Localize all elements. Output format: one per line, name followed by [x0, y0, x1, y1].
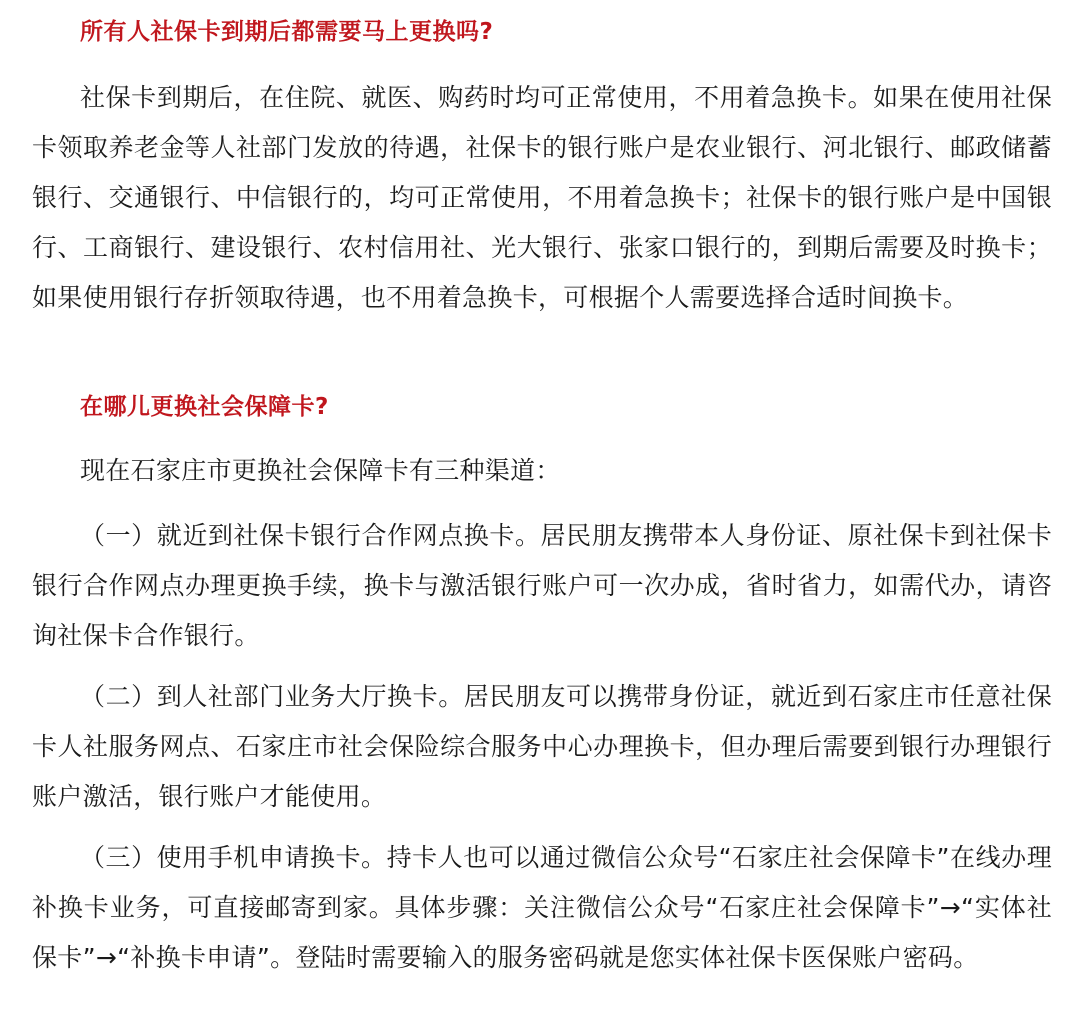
- paragraph-channel-bank-outlet: （一）就近到社保卡银行合作网点换卡。居民朋友携带本人身份证、原社保卡到社保卡银行合作网点办理更换手续，换卡与激活银行账户可一次办成，省时省力，如需代办，请咨询社保卡合作银行。: [32, 521, 1052, 650]
- paragraph-channel-service-hall: （二）到人社部门业务大厅换卡。居民朋友可以携带身份证，就近到石家庄市任意社保卡人社服务网点、石家庄市社会保险综合服务中心办理换卡，但办理后需要到银行办理银行账户激活，银行账户才能使用。: [32, 682, 1052, 811]
- paragraph-channel-mobile: （三）使用手机申请换卡。持卡人也可以通过微信公众号“石家庄社会保障卡”在线办理补换卡业务，可直接邮寄到家。具体步骤：关注微信公众号“石家庄社会保障卡”→“实体社保卡”→“补换卡申请”。登陆时需要输入的服务密码就是您实体社保卡医保账户密码。: [32, 843, 1052, 972]
- section-heading-card-expiry: 所有人社保卡到期后都需要马上更换吗?: [80, 19, 494, 45]
- paragraph-card-expiry-usage: 社保卡到期后，在住院、就医、购药时均可正常使用，不用着急换卡。如果在使用社保卡领取养老金等人社部门发放的待遇，社保卡的银行账户是农业银行、河北银行、邮政储蓄银行、交通银行、中信银行的，均可正常使用，不用着急换卡；社保卡的银行账户是中国银行、工商银行、建设银行、农村信用社、光大银行、张家口银行的，到期后需要及时换卡；如果使用银行存折领取待遇，也不用着急换卡，可根据个人需要选择合适时间换卡。: [32, 83, 1052, 312]
- paragraph-channels-intro: 现在石家庄市更换社会保障卡有三种渠道：: [80, 456, 561, 485]
- section-heading-where-to-replace: 在哪儿更换社会保障卡?: [80, 394, 329, 420]
